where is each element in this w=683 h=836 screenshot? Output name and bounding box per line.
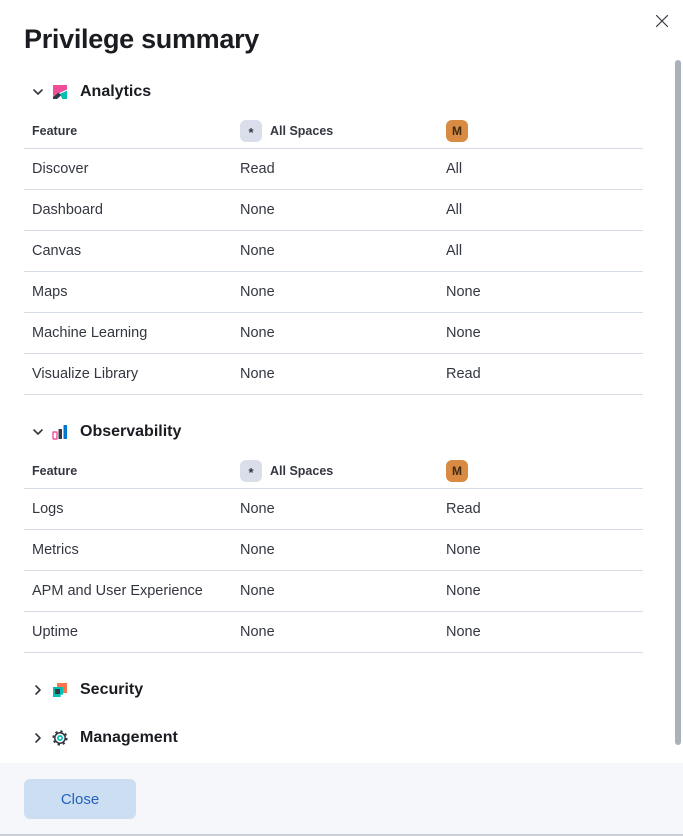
- section-analytics: [24, 81, 643, 395]
- role-avatar: M: [446, 120, 468, 142]
- flyout-footer: [0, 763, 683, 836]
- table-row: Canvas None All: [24, 231, 643, 272]
- table-row: Dashboard None All: [24, 190, 643, 231]
- section-security: [24, 679, 643, 701]
- table-row: Visualize Library None Read: [24, 354, 643, 395]
- section-label: Observability: [80, 423, 182, 440]
- section-header-management[interactable]: [24, 727, 643, 749]
- table-row: Logs None Read: [24, 489, 643, 530]
- flyout-body: [0, 81, 683, 749]
- column-header-feature: Feature: [32, 123, 78, 138]
- column-header-feature: Feature: [32, 463, 78, 478]
- close-button[interactable]: Close: [24, 779, 136, 819]
- table-row: Discover Read All: [24, 149, 643, 190]
- table-row: Uptime None None: [24, 612, 643, 653]
- section-header-analytics[interactable]: [24, 81, 643, 103]
- all-spaces-badge: *: [240, 120, 262, 142]
- vertical-scrollbar[interactable]: [675, 60, 681, 745]
- role-avatar: M: [446, 460, 468, 482]
- page-title: Privilege summary: [24, 24, 260, 54]
- table-row: Maps None None: [24, 272, 643, 313]
- column-header-all-spaces: * All Spaces: [240, 120, 446, 142]
- section-label: Security: [80, 681, 144, 698]
- table-header-row: [24, 113, 643, 149]
- management-gear-icon: [52, 730, 68, 746]
- chevron-right-icon: [30, 730, 46, 746]
- section-label: Analytics: [80, 83, 152, 100]
- all-spaces-badge: *: [240, 460, 262, 482]
- kibana-logo-icon: [52, 84, 68, 100]
- section-management: [24, 727, 643, 749]
- column-header-role-avatar: [446, 120, 643, 142]
- section-label: Management: [80, 729, 178, 746]
- table-row: Metrics None None: [24, 530, 643, 571]
- table-header-row: [24, 453, 643, 489]
- section-observability: [24, 421, 643, 653]
- close-icon[interactable]: [653, 12, 671, 30]
- observability-logo-icon: [52, 424, 68, 440]
- table-row: Machine Learning None None: [24, 313, 643, 354]
- table-row: APM and User Experience None None: [24, 571, 643, 612]
- analytics-table: [24, 113, 643, 395]
- chevron-down-icon: [30, 424, 46, 440]
- column-header-role-avatar: [446, 460, 643, 482]
- section-header-security[interactable]: [24, 679, 643, 701]
- security-logo-icon: [52, 682, 68, 698]
- observability-table: [24, 453, 643, 653]
- column-header-all-spaces: * All Spaces: [240, 460, 446, 482]
- section-header-observability[interactable]: [24, 421, 643, 443]
- chevron-down-icon: [30, 84, 46, 100]
- chevron-right-icon: [30, 682, 46, 698]
